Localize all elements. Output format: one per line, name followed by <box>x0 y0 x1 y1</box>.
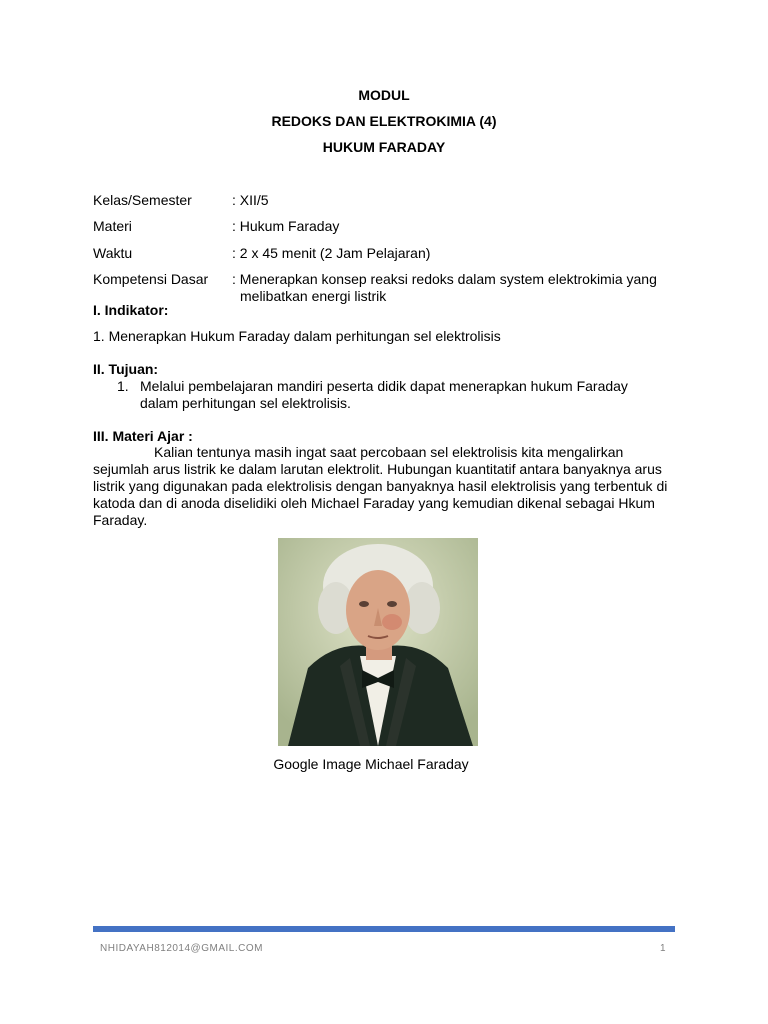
module-topic: HUKUM FARADAY <box>322 139 446 155</box>
tujuan-item-number: 1. <box>117 378 129 394</box>
module-subtitle: REDOKS DAN ELEKTROKIMIA (4) <box>271 113 497 129</box>
page-number: 1 <box>660 943 666 954</box>
footer-email: NHIDAYAH812014@GMAIL.COM <box>100 943 263 954</box>
info-label-waktu: Waktu <box>93 245 133 261</box>
materi-paragraph-line1: Kalian tentunya masih ingat saat percobaan sel elektrolisis kita mengalirkan <box>154 444 624 460</box>
info-label-kompetensi: Kompetensi Dasar <box>93 271 209 287</box>
indikator-item: 1. Menerapkan Hukum Faraday dalam perhitungan sel elektrolisis <box>93 328 501 344</box>
materi-heading: III. Materi Ajar : <box>93 428 193 444</box>
tujuan-heading: II. Tujuan: <box>93 361 159 377</box>
indikator-heading: I. Indikator: <box>93 302 169 318</box>
info-value-kelas: : XII/5 <box>232 192 269 208</box>
figure-caption: Google Image Michael Faraday <box>273 756 469 772</box>
materi-paragraph-line3: listrik yang digunakan pada elektrolisis dengan banyaknya hasil elektrolisis yang terbentuk di <box>93 478 668 494</box>
info-value-kompetensi: : Menerapkan konsep reaksi redoks dalam system elektrokimia yang <box>232 271 657 287</box>
materi-paragraph-line2: sejumlah arus listrik ke dalam larutan elektrolit. Hubungan kuantitatif antara banyaknya arus <box>93 461 662 477</box>
faraday-portrait <box>278 538 478 746</box>
tujuan-item-line2: dalam perhitungan sel elektrolisis. <box>140 395 351 411</box>
module-title: MODUL <box>358 87 410 103</box>
materi-paragraph-line4: katoda dan di anoda diselidiki oleh Michael Faraday yang kemudian dikenal sebagai Hkum <box>93 495 655 511</box>
info-value-waktu: : 2 x 45 menit (2 Jam Pelajaran) <box>232 245 431 261</box>
footer-divider <box>93 926 675 932</box>
info-label-kelas: Kelas/Semester <box>93 192 192 208</box>
tujuan-item-line1: Melalui pembelajaran mandiri peserta didik dapat menerapkan hukum Faraday <box>140 378 628 394</box>
info-value-kompetensi-cont: melibatkan energi listrik <box>240 288 387 304</box>
info-value-materi: : Hukum Faraday <box>232 218 340 234</box>
info-label-materi: Materi <box>93 218 132 234</box>
portrait-illustration <box>278 538 478 746</box>
materi-paragraph-line5: Faraday. <box>93 512 148 528</box>
